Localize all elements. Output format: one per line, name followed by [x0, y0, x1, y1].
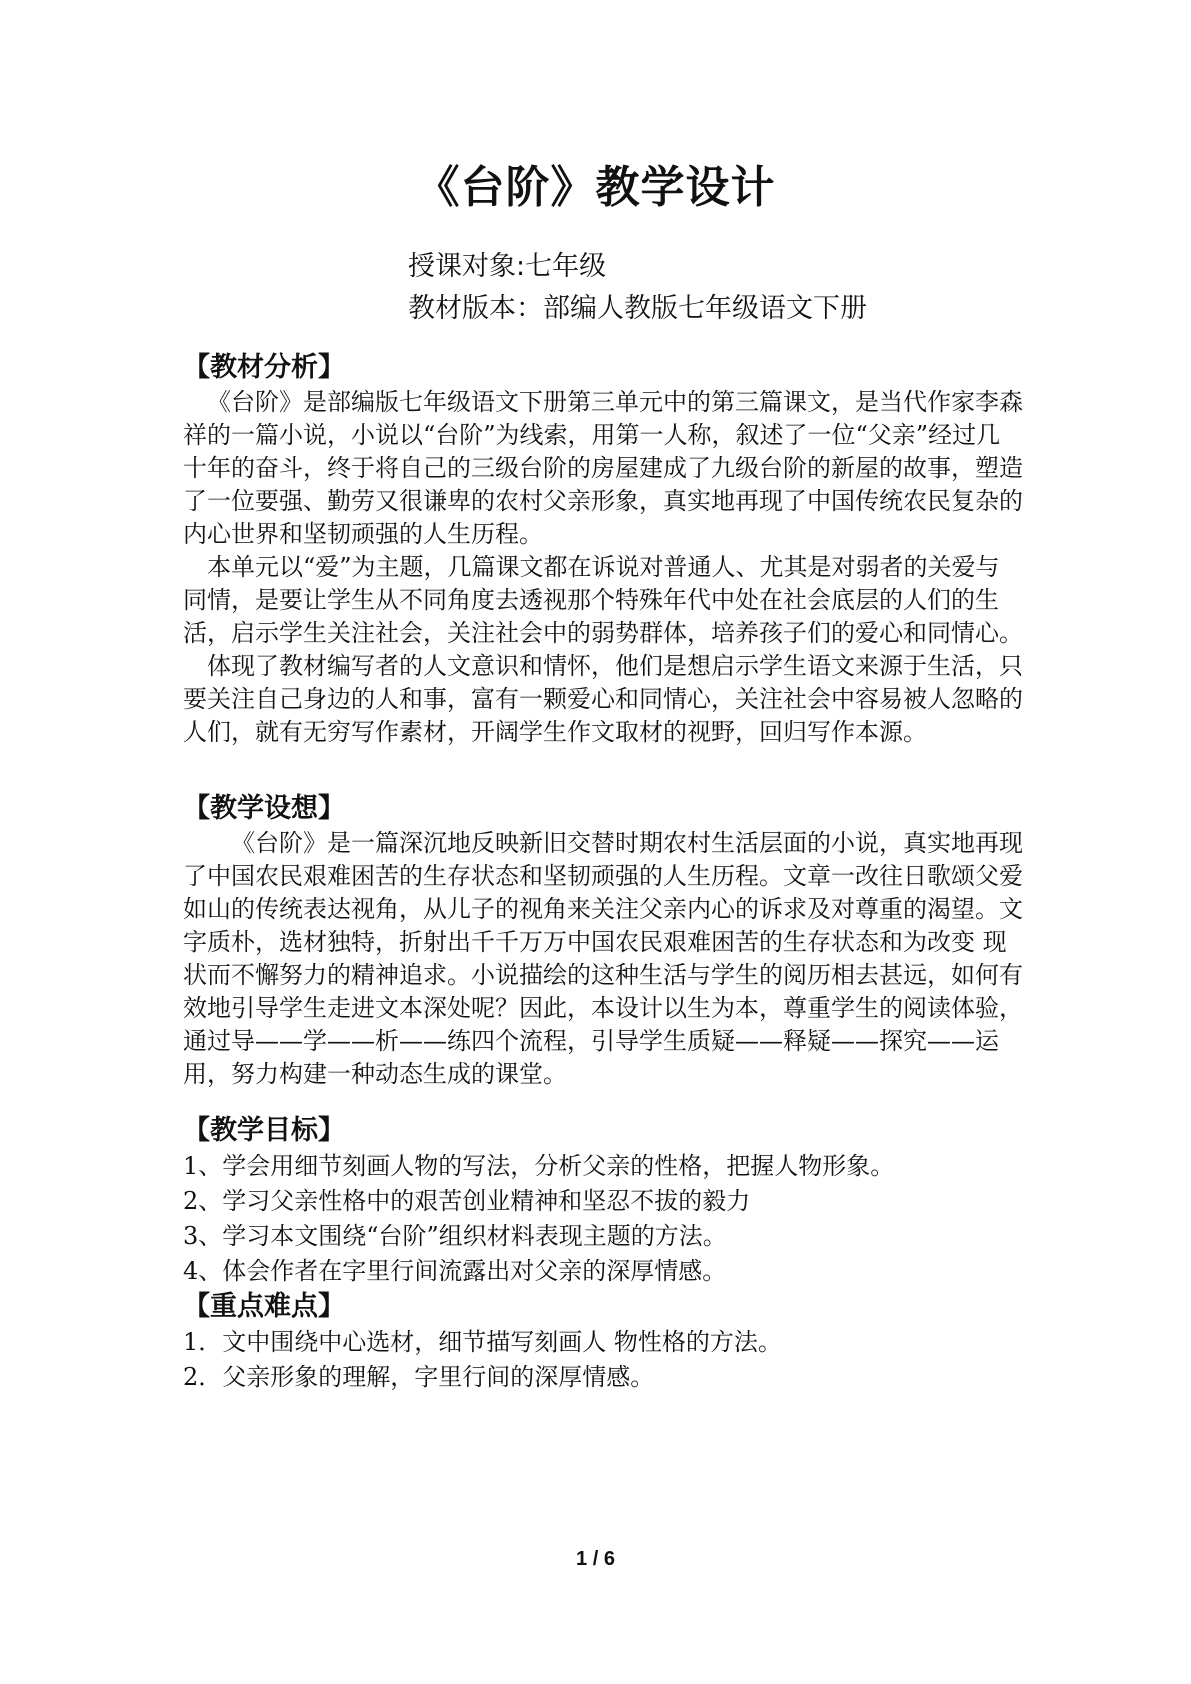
section-analysis [183, 350, 1023, 749]
section-goals [183, 1113, 1023, 1289]
analysis-paragraph-1: 《台阶》是部编版七年级语文下册第三单元中的第三篇课文，是当代作家李森祥的一篇小说，小说以“台阶”为线索，用第一人称，叙述了一位“父亲”经过几十年的奋斗，终于将自己的三级台阶的房屋建成了九级台阶的新屋的故事，塑造了一位要强、勤劳又很谦卑的农村父亲形象，真实地再现了中国传统农民复杂的内心世界和坚韧顽强的人生历程。 [183, 388, 1023, 548]
keypoints-list [183, 1325, 1023, 1395]
page-number: 1 / 6 [576, 1548, 615, 1570]
section-heading-concept: 【教学设想】 [183, 793, 345, 824]
section-heading-keypoints: 【重点难点】 [183, 1291, 345, 1322]
section-keypoints [183, 1289, 1023, 1395]
spacer [183, 749, 1023, 791]
goal-item: 4、体会作者在字里行间流露出对父亲的深厚情感。 [183, 1257, 727, 1285]
goals-list [183, 1149, 1023, 1289]
keypoint-item: 1．文中围绕中心选材，细节描写刻画人 物性格的方法。 [183, 1328, 782, 1356]
goal-item: 3、学习本文围绕“台阶”组织材料表现主题的方法。 [183, 1222, 727, 1250]
meta-block [408, 246, 867, 330]
document-title: 《台阶》教学设计 [415, 162, 776, 213]
goal-item: 1、学会用细节刻画人物的写法，分析父亲的性格，把握人物形象。 [183, 1152, 895, 1180]
section-heading-goals: 【教学目标】 [183, 1115, 345, 1146]
analysis-paragraph-2: 本单元以“爱”为主题，几篇课文都在诉说对普通人、尤其是对弱者的关爱与同情，是要让学生从不同角度去透视那个特殊年代中处在社会底层的人们的生活，启示学生关注社会，关注社会中的弱势群体，培养孩子们的爱心和同情心。 [183, 553, 1023, 647]
analysis-paragraph-3: 体现了教材编写者的人文意识和情怀，他们是想启示学生语文来源于生活，只要关注自己身边的人和事，富有一颗爱心和同情心，关注社会中容易被人忽略的人们，就有无穷写作素材，开阔学生作文取材的视野，回归写作本源。 [183, 652, 1023, 746]
edition-line: 教材版本：部编人教版七年级语文下册 [408, 293, 867, 324]
keypoint-item: 2．父亲形象的理解，字里行间的深厚情感。 [183, 1363, 655, 1391]
document-body [183, 350, 1023, 1395]
concept-paragraph: 《台阶》是一篇深沉地反映新旧交替时期农村生活层面的小说，真实地再现了中国农民艰难困苦的生存状态和坚韧顽强的人生历程。文章一改往日歌颂父爱如山的传统表达视角，从儿子的视角来关注父亲内心的诉求及对尊重的渴望。文字质朴，选材独特，折射出千千万万中国农民艰难困苦的生存状态和为改变 现状而不懈努力的精神追求。小说描绘的这种生活与学生的阅历相去甚远，如何有效地引导学生走进文本深处呢？因此，本设计以生为本，尊重学生的阅读体验，通过导——学——析——练四个流程，引导学生质疑——释疑——探究——运用，努力构建一种动态生成的课堂。 [183, 829, 1023, 1088]
spacer [183, 1091, 1023, 1113]
section-concept [183, 791, 1023, 1091]
audience-line: 授课对象:七年级 [408, 251, 607, 282]
goal-item: 2、学习父亲性格中的艰苦创业精神和坚忍不拔的毅力 [183, 1187, 751, 1215]
section-heading-analysis: 【教材分析】 [183, 352, 345, 383]
